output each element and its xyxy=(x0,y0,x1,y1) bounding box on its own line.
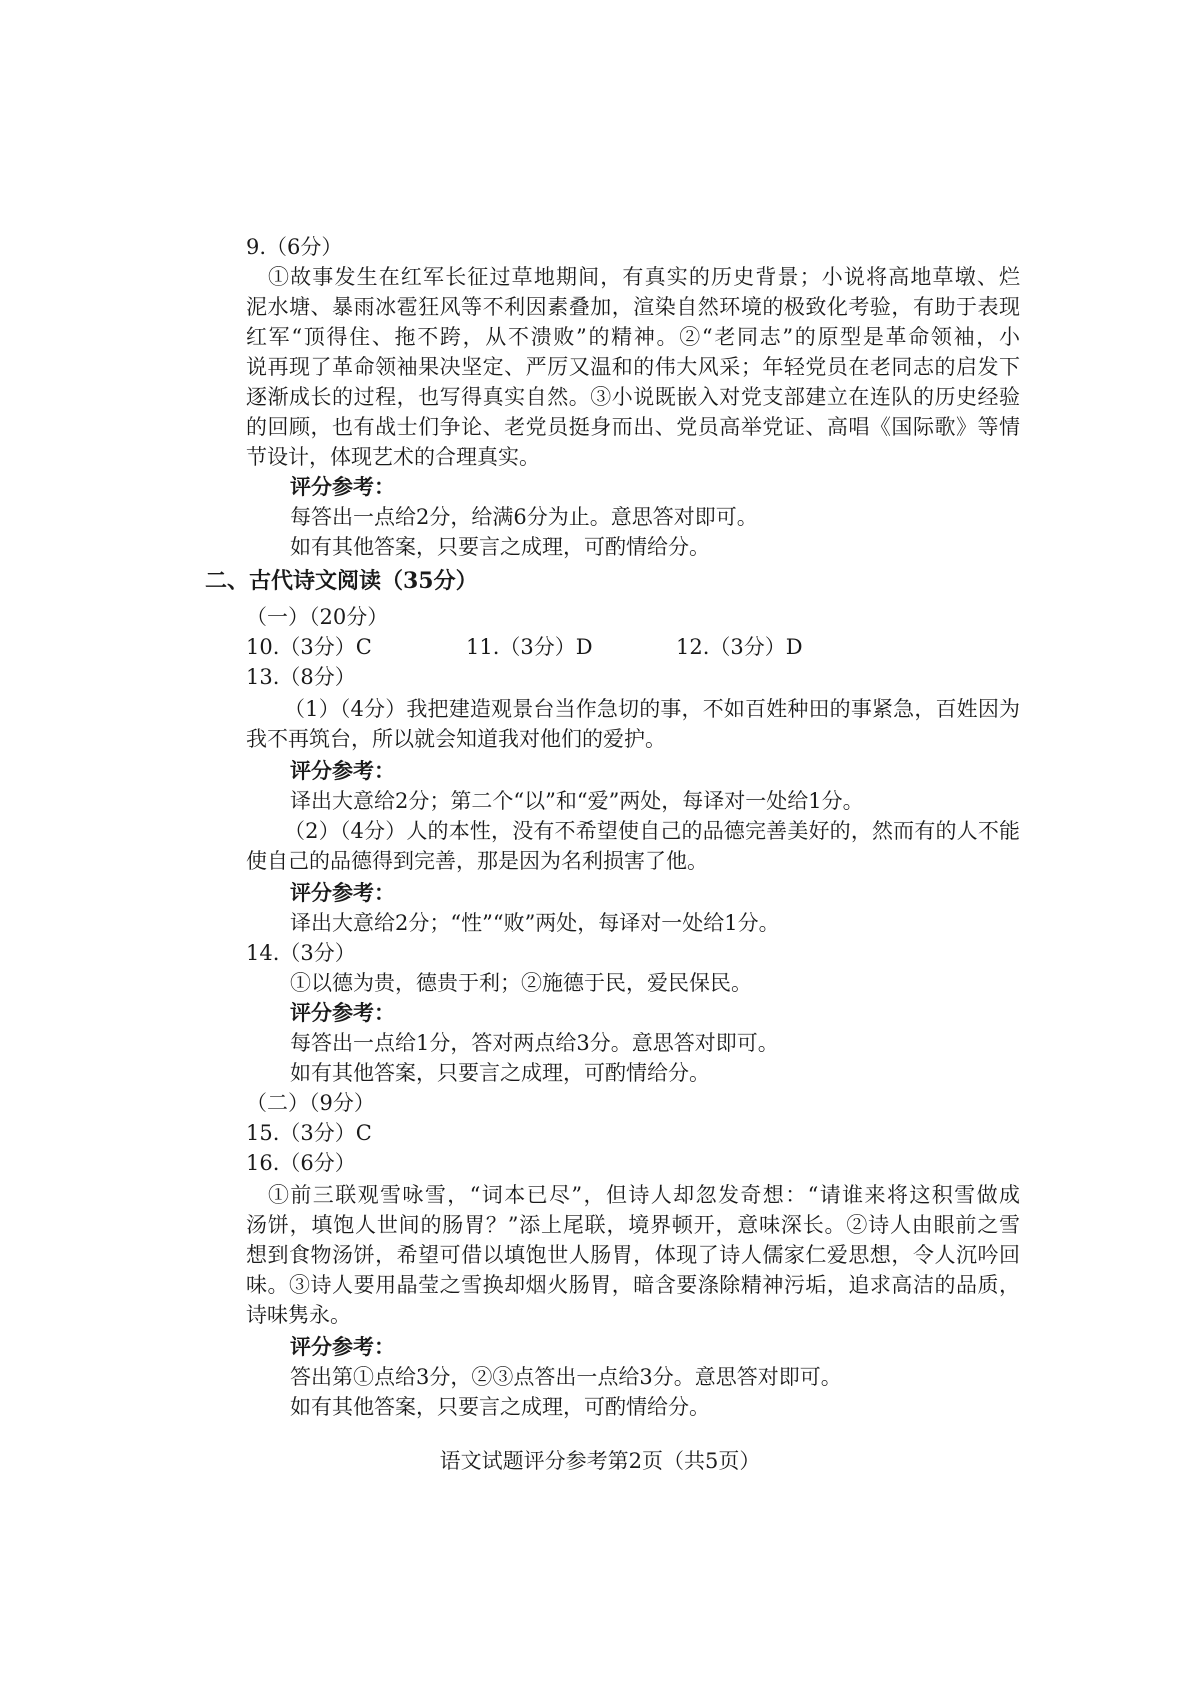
q16-header: 16.（6分） xyxy=(246,1151,356,1175)
page-footer: 语文试题评分参考第2页（共5页） xyxy=(439,1449,761,1473)
q16-line-4: 味。③诗人要用晶莹之雪换却烟火肠胃，暗含要涤除精神污垢，追求高洁的品质， xyxy=(246,1273,1020,1297)
q15-answer: 15.（3分）C xyxy=(246,1121,372,1145)
q16-line-1: ①前三联观雪咏雪，“词本已尽”，但诗人却忽发奇想：“请谁来将这积雪做成 xyxy=(268,1183,1020,1207)
q14-score-line-2: 如有其他答案，只要言之成理，可酌情给分。 xyxy=(290,1061,710,1085)
q9-header: 9.（6分） xyxy=(246,235,343,259)
q9-line-7: 节设计，体现艺术的合理真实。 xyxy=(246,445,540,469)
part1-header: （一）（20分） xyxy=(246,605,389,629)
q9-line-1: ①故事发生在红军长征过草地期间，有真实的历史背景；小说将高地草墩、烂 xyxy=(268,265,1020,289)
section-2-title: 二、古代诗文阅读（35分） xyxy=(205,568,478,594)
q9-score-line-2: 如有其他答案，只要言之成理，可酌情给分。 xyxy=(290,535,710,559)
q9-line-3: 红军“顶得住、拖不跨，从不溃败”的精神。②“老同志”的原型是革命领袖，小 xyxy=(246,325,1020,349)
q14-answer: ①以德为贵，德贵于利；②施德于民，爱民保民。 xyxy=(290,971,752,995)
q14-score-line-1: 每答出一点给1分，答对两点给3分。意思答对即可。 xyxy=(290,1031,779,1055)
q13-sub1-score-label: 评分参考： xyxy=(290,758,395,783)
q16-line-3: 想到食物汤饼，希望可借以填饱世人肠胃，体现了诗人儒家仁爱思想，令人沉吟回 xyxy=(246,1243,1020,1267)
q10-answer: 10.（3分）C xyxy=(246,635,372,659)
q14-score-label: 评分参考： xyxy=(290,1000,395,1025)
q13-header: 13.（8分） xyxy=(246,665,356,689)
part2-header: （二）（9分） xyxy=(246,1091,375,1115)
q16-line-5: 诗味隽永。 xyxy=(246,1303,351,1327)
q11-answer: 11.（3分）D xyxy=(466,635,593,659)
q13-sub2-line-1: （2）（4分）人的本性，没有不希望使自己的品德完善美好的，然而有的人不能 xyxy=(284,819,1020,843)
q9-line-5: 逐渐成长的过程，也写得真实自然。③小说既嵌入对党支部建立在连队的历史经验 xyxy=(246,385,1020,409)
q9-score-line-1: 每答出一点给2分，给满6分为止。意思答对即可。 xyxy=(290,505,758,529)
q16-line-2: 汤饼，填饱人世间的肠胃？”添上尾联，境界顿开，意味深长。②诗人由眼前之雪 xyxy=(246,1213,1020,1237)
q9-line-4: 说再现了革命领袖果决坚定、严厉又温和的伟大风采；年轻党员在老同志的启发下 xyxy=(246,355,1020,379)
q14-header: 14.（3分） xyxy=(246,941,356,965)
q9-line-6: 的回顾，也有战士们争论、老党员挺身而出、党员高举党证、高唱《国际歌》等情 xyxy=(246,415,1020,439)
q9-line-2: 泥水塘、暴雨冰雹狂风等不利因素叠加，渲染自然环境的极致化考验，有助于表现 xyxy=(246,295,1020,319)
q13-sub2-line-2: 使自己的品德得到完善，那是因为名利损害了他。 xyxy=(246,849,708,873)
q13-sub1-line-1: （1）（4分）我把建造观景台当作急切的事，不如百姓种田的事紧急，百姓因为 xyxy=(284,697,1020,721)
q16-score-line-2: 如有其他答案，只要言之成理，可酌情给分。 xyxy=(290,1395,710,1419)
q13-sub1-score: 译出大意给2分；第二个“以”和“爱”两处，每译对一处给1分。 xyxy=(290,789,864,813)
q16-score-label: 评分参考： xyxy=(290,1334,395,1359)
q9-score-label: 评分参考： xyxy=(290,474,395,499)
q13-sub1-line-2: 我不再筑台，所以就会知道我对他们的爱护。 xyxy=(246,727,666,751)
q13-sub2-score: 译出大意给2分；“性”“败”两处，每译对一处给1分。 xyxy=(290,911,780,935)
q13-sub2-score-label: 评分参考： xyxy=(290,880,395,905)
q12-answer: 12.（3分）D xyxy=(676,635,803,659)
q16-score-line-1: 答出第①点给3分，②③点答出一点给3分。意思答对即可。 xyxy=(290,1365,842,1389)
